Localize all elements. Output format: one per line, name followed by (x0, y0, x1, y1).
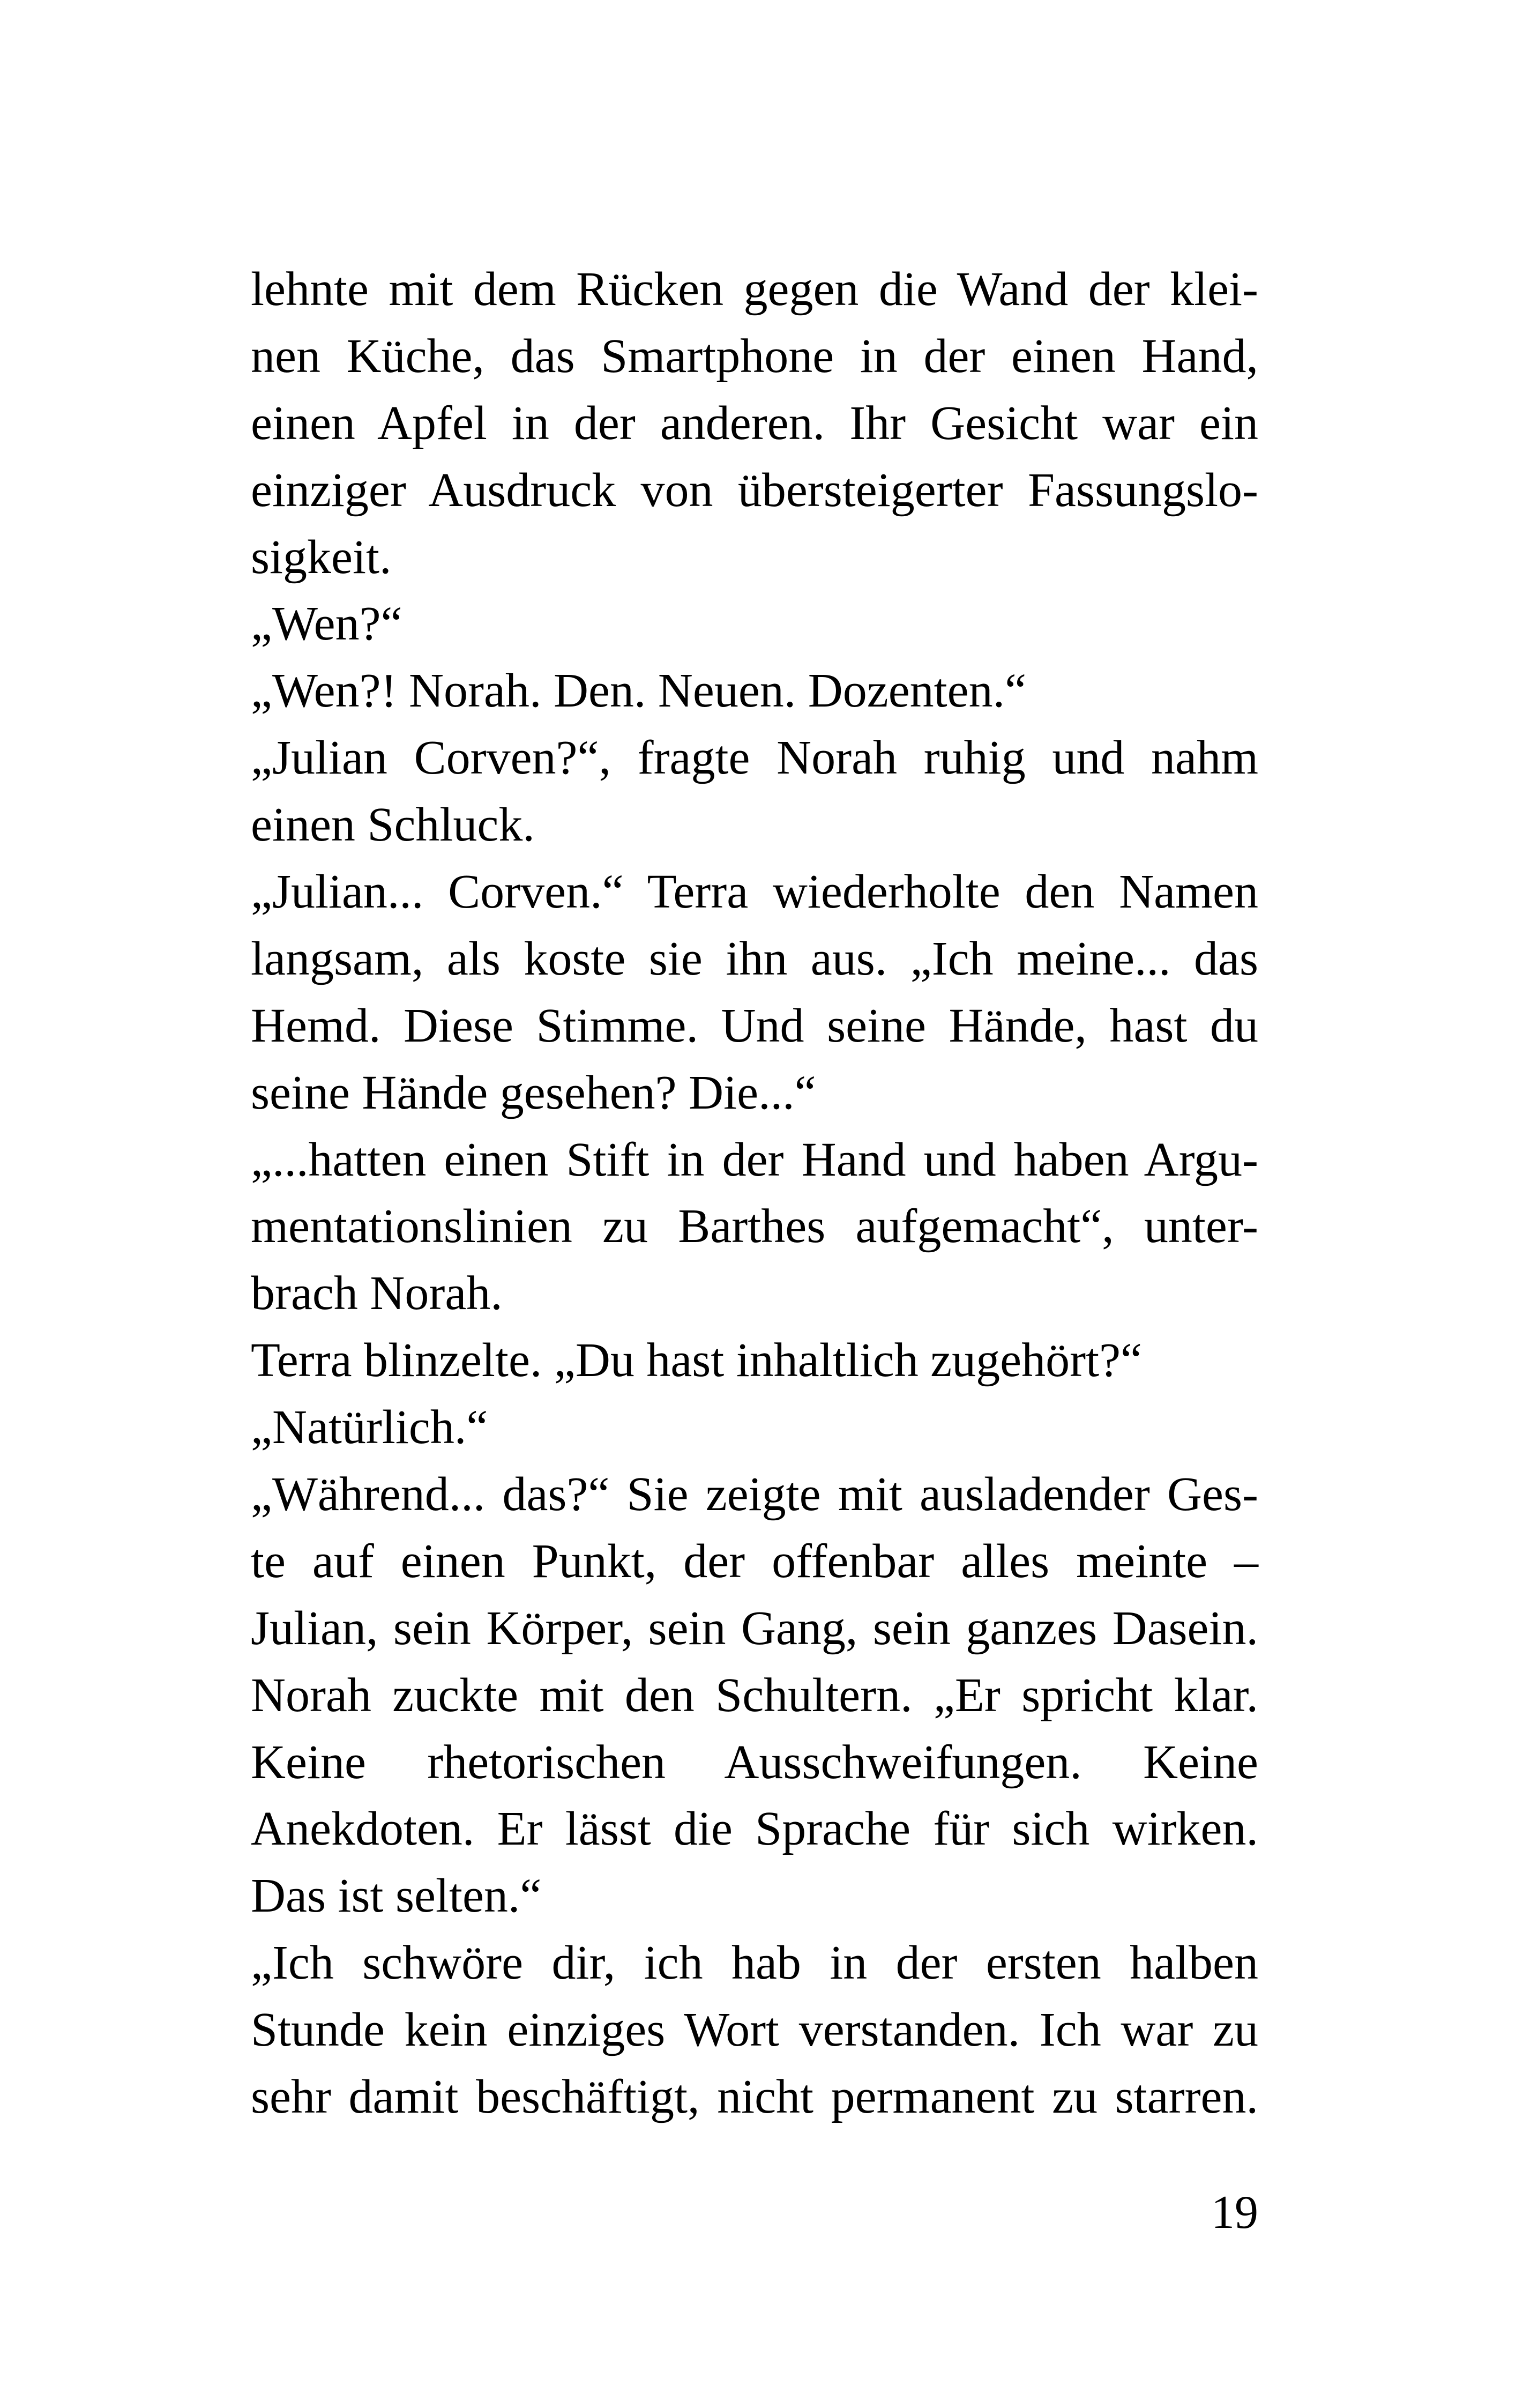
text-line: Keine rhetorischen Ausschweifungen. Keine (251, 1735, 1258, 1789)
text-line: Norah zuckte mit den Schultern. „Er spricht klar. (251, 1668, 1258, 1722)
text-line: „Julian... Corven.“ Terra wiederholte den Namen (251, 865, 1258, 919)
text-line: te auf einen Punkt, der offenbar alles meinte – (251, 1534, 1258, 1588)
text-line: Anekdoten. Er lässt die Sprache für sich wirken. (251, 1802, 1258, 1856)
text-line: „Wen?! Norah. Den. Neuen. Dozenten.“ (251, 664, 1027, 718)
text-line: nen Küche, das Smartphone in der einen Hand, (251, 329, 1258, 383)
text-line: sigkeit. (251, 530, 392, 584)
text-line: „Julian Corven?“, fragte Norah ruhig und nahm (251, 731, 1258, 785)
text-line: einziger Ausdruck von übersteigerter Fassungslo- (251, 463, 1258, 517)
text-line: Julian, sein Körper, sein Gang, sein ganzes Dasein. (251, 1601, 1258, 1655)
text-line: einen Schluck. (251, 798, 535, 852)
text-line: langsam, als koste sie ihn aus. „Ich meine... das (251, 932, 1258, 985)
text-line: Stunde kein einziges Wort verstanden. Ich war zu (251, 2003, 1258, 2057)
page-number: 19 (1211, 2187, 1258, 2239)
text-line: Das ist selten.“ (251, 1869, 542, 1923)
text-line: „Ich schwöre dir, ich hab in der ersten halben (251, 1936, 1258, 1990)
text-line: sehr damit beschäftigt, nicht permanent zu starren. (251, 2070, 1258, 2124)
text-line: „Wen?“ (251, 597, 402, 651)
text-line: Terra blinzelte. „Du hast inhaltlich zugehört?“ (251, 1334, 1142, 1387)
text-line: „...hatten einen Stift in der Hand und haben Argu- (251, 1133, 1258, 1186)
text-line: brach Norah. (251, 1267, 503, 1320)
text-line: lehnte mit dem Rücken gegen die Wand der klei- (251, 263, 1258, 316)
text-line: einen Apfel in der anderen. Ihr Gesicht war ein (251, 396, 1258, 450)
text-line: Hemd. Diese Stimme. Und seine Hände, hast du (251, 999, 1258, 1052)
body-text (251, 256, 1258, 2131)
text-line: „Natürlich.“ (251, 1401, 488, 1454)
text-line: „Während... das?“ Sie zeigte mit ausladender Ges- (251, 1468, 1258, 1521)
text-line: mentationslinien zu Barthes aufgemacht“, unter- (251, 1200, 1258, 1253)
text-line: seine Hände gesehen? Die...“ (251, 1066, 816, 1119)
